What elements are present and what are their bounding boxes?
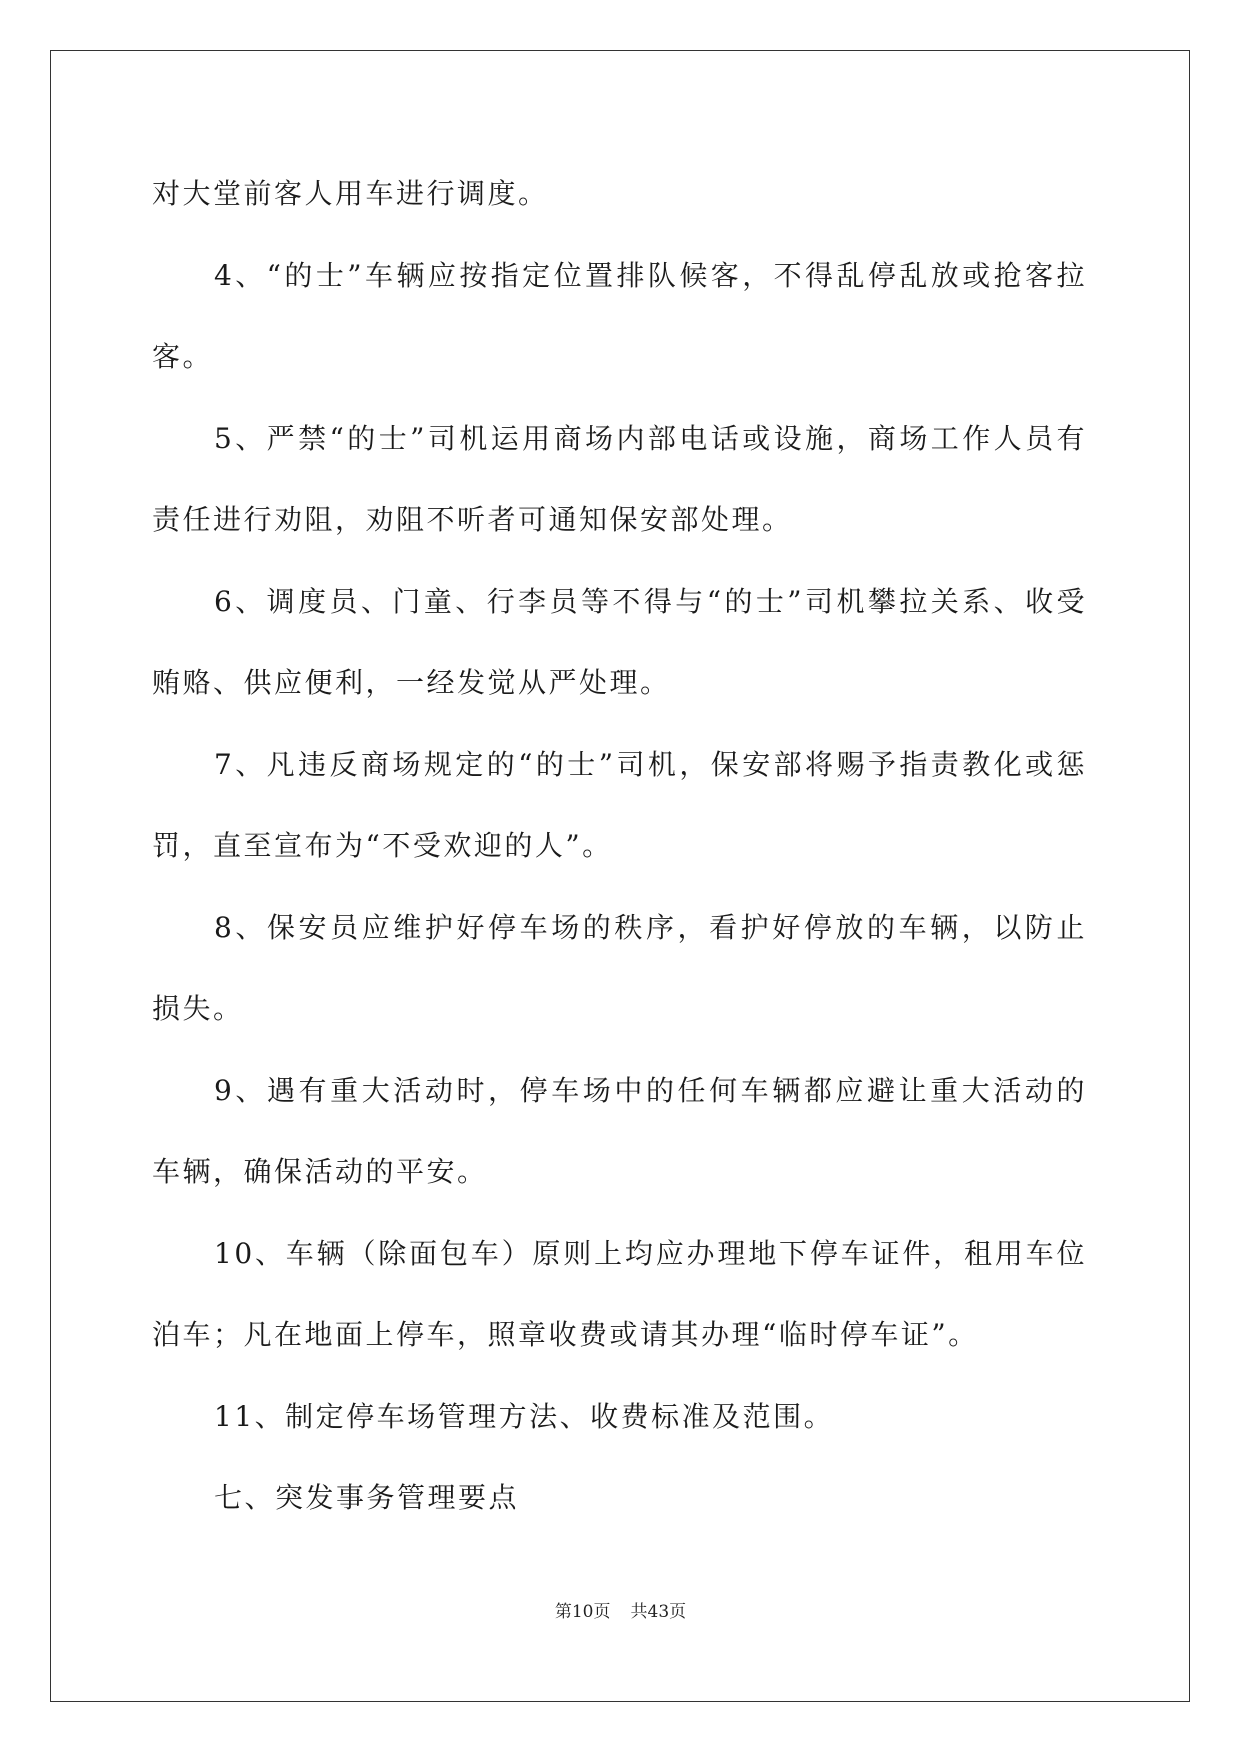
paragraph: 9、遇有重大活动时，停车场中的任何车辆都应避让重大活动的车辆，确保活动的平安。 bbox=[152, 1073, 1087, 1188]
page-footer bbox=[0, 1597, 1241, 1622]
paragraph: 7、凡违反商场规定的“的士”司机，保安部将赐予指责教化或惩罚，直至宣布为“不受欢迎的人”。 bbox=[152, 747, 1087, 862]
paragraph: 8、保安员应维护好停车场的秩序，看护好停放的车辆，以防止损失。 bbox=[152, 910, 1087, 1025]
paragraph: 10、车辆（除面包车）原则上均应办理地下停车证件，租用车位泊车；凡在地面上停车，照章收费或请其办理“临时停车证”。 bbox=[152, 1236, 1087, 1351]
paragraph: 对大堂前客人用车进行调度。 bbox=[152, 177, 549, 210]
document-body bbox=[152, 153, 1087, 1539]
paragraph: 11、制定停车场管理方法、收费标准及范围。 bbox=[214, 1399, 835, 1433]
page-total: 共43页 bbox=[630, 1602, 687, 1622]
paragraph: 4、“的士”车辆应按指定位置排队候客，不得乱停乱放或抢客拉客。 bbox=[152, 258, 1087, 373]
page-number: 第10页 bbox=[554, 1602, 611, 1622]
section-heading: 七、突发事务管理要点 bbox=[214, 1481, 520, 1514]
paragraph: 6、调度员、门童、行李员等不得与“的士”司机攀拉关系、收受贿赂、供应便利，一经发觉从严处理。 bbox=[152, 584, 1087, 699]
paragraph: 5、严禁“的士”司机运用商场内部电话或设施，商场工作人员有责任进行劝阻，劝阻不听者可通知保安部处理。 bbox=[152, 421, 1087, 536]
